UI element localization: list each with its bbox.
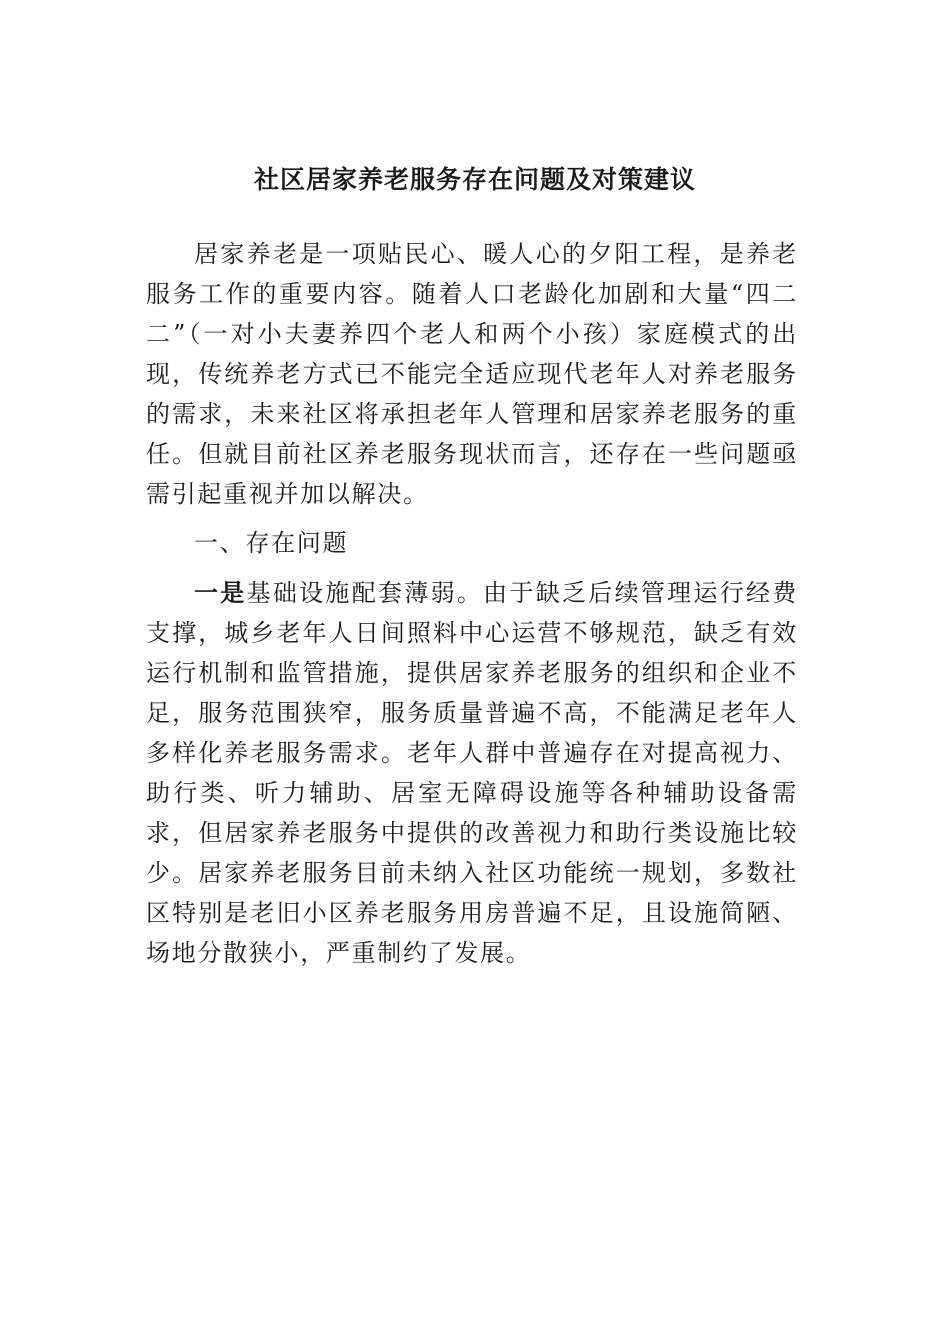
point-one-paragraph [146,573,798,973]
document-body [146,234,798,982]
point-one-lead: 一是 [194,578,247,607]
document-title: 社区居家养老服务存在问题及对策建议 [253,165,696,194]
point-one-text: 基础设施配套薄弱。由于缺乏后续管理运行经费支撑，城乡老年人日间照料中心运营不够规范，缺乏有效运行机制和监管措施，提供居家养老服务的组织和企业不足，服务范围狭窄，服务质量普遍不高，不能满足老年人多样化养老服务需求。老年人群中普遍存在对提高视力、助行类、听力辅助、居室无障碍设施等各种辅助设备需求，但居家养老服务中提供的改善视力和助行类设施比较少。居家养老服务目前未纳入社区功能统一规划，多数社区特别是老旧小区养老服务用房普遍不足，且设施简陋、场地分散狭小，严重制约了发展。 [146,579,798,967]
section-heading: 一、存在问题 [194,529,349,557]
intro-paragraph: 居家养老是一项贴民心、暖人心的夕阳工程，是养老服务工作的重要内容。随着人口老龄化加剧和大量“四二二”（一对小夫妻养四个老人和两个小孩）家庭模式的出现，传统养老方式已不能完全适应现代老年人对养老服务的需求，未来社区将承担老年人管理和居家养老服务的重任。但就目前社区养老服务现状而言，还存在一些问题亟需引起重视并加以解决。 [146,240,798,508]
